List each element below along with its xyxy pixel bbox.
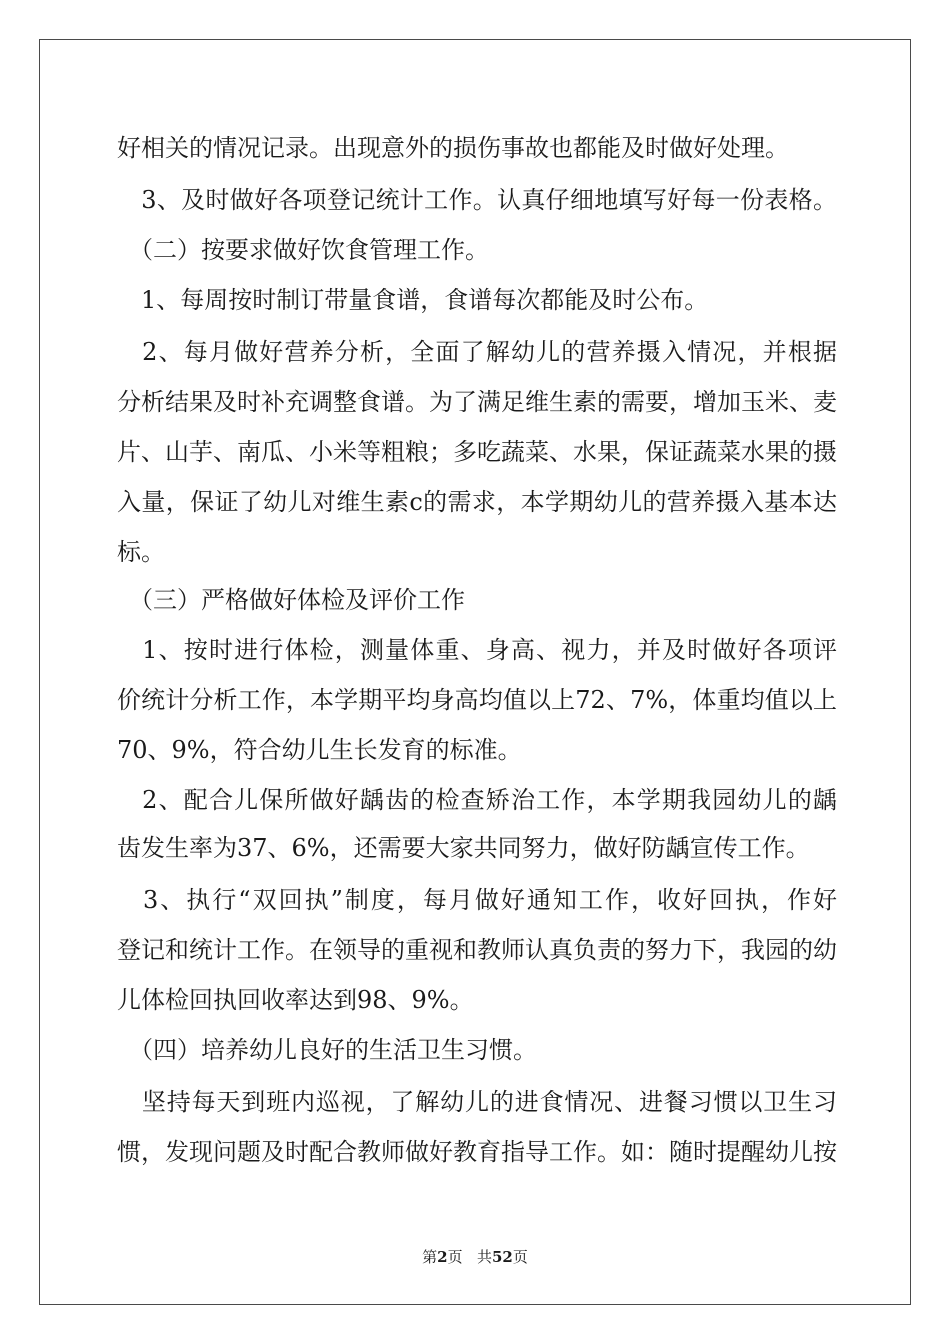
text-line: 登记和统计工作。在领导的重视和教师认真负责的努力下，我园的幼 bbox=[117, 936, 837, 964]
text-line: 分析结果及时补充调整食谱。为了满足维生素的需要，增加玉米、麦 bbox=[117, 388, 837, 416]
text-line: 标。 bbox=[117, 538, 165, 566]
total-prefix: 共 bbox=[476, 1248, 492, 1266]
section-heading: （三）严格做好体检及评价工作 bbox=[117, 586, 465, 614]
text-line: 好相关的情况记录。出现意外的损伤事故也都能及时做好处理。 bbox=[117, 134, 789, 162]
text-line: 2、每月做好营养分析，全面了解幼儿的营养摄入情况，并根据 bbox=[117, 338, 837, 366]
text-line: 惯，发现问题及时配合教师做好教育指导工作。如：随时提醒幼儿按 bbox=[117, 1138, 837, 1166]
total-pages: 52 bbox=[491, 1248, 513, 1266]
section-heading: （四）培养幼儿良好的生活卫生习惯。 bbox=[117, 1036, 537, 1064]
text-line: 坚持每天到班内巡视，了解幼儿的进食情况、进餐习惯以卫生习 bbox=[117, 1088, 837, 1116]
page-suffix: 页 bbox=[447, 1248, 463, 1266]
text-line: 2、配合儿保所做好龋齿的检查矫治工作，本学期我园幼儿的龋 bbox=[117, 786, 837, 814]
total-suffix: 页 bbox=[512, 1248, 528, 1266]
text-line: 3、执行“双回执”制度，每月做好通知工作，收好回执，作好 bbox=[117, 886, 837, 914]
text-line: 3、及时做好各项登记统计工作。认真仔细地填写好每一份表格。 bbox=[117, 186, 837, 214]
text-line: 70、9%，符合幼儿生长发育的标准。 bbox=[117, 736, 522, 764]
text-line: 片、山芋、南瓜、小米等粗粮；多吃蔬菜、水果，保证蔬菜水果的摄 bbox=[117, 438, 837, 466]
text-line: 1、每周按时制订带量食谱，食谱每次都能及时公布。 bbox=[117, 286, 709, 314]
text-line: 1、按时进行体检，测量体重、身高、视力，并及时做好各项评 bbox=[117, 636, 837, 664]
page-footer bbox=[0, 1246, 950, 1267]
text-line: 价统计分析工作，本学期平均身高均值以上72、7%，体重均值以上 bbox=[117, 686, 837, 714]
text-line: 入量，保证了幼儿对维生素c的需求，本学期幼儿的营养摄入基本达 bbox=[117, 488, 837, 516]
page-number: 2 bbox=[437, 1248, 448, 1266]
section-heading: （二）按要求做好饮食管理工作。 bbox=[117, 236, 489, 264]
page-prefix: 第 bbox=[422, 1248, 438, 1266]
text-line: 齿发生率为37、6%，还需要大家共同努力，做好防龋宣传工作。 bbox=[117, 834, 810, 862]
text-line: 儿体检回执回收率达到98、9%。 bbox=[117, 986, 474, 1014]
